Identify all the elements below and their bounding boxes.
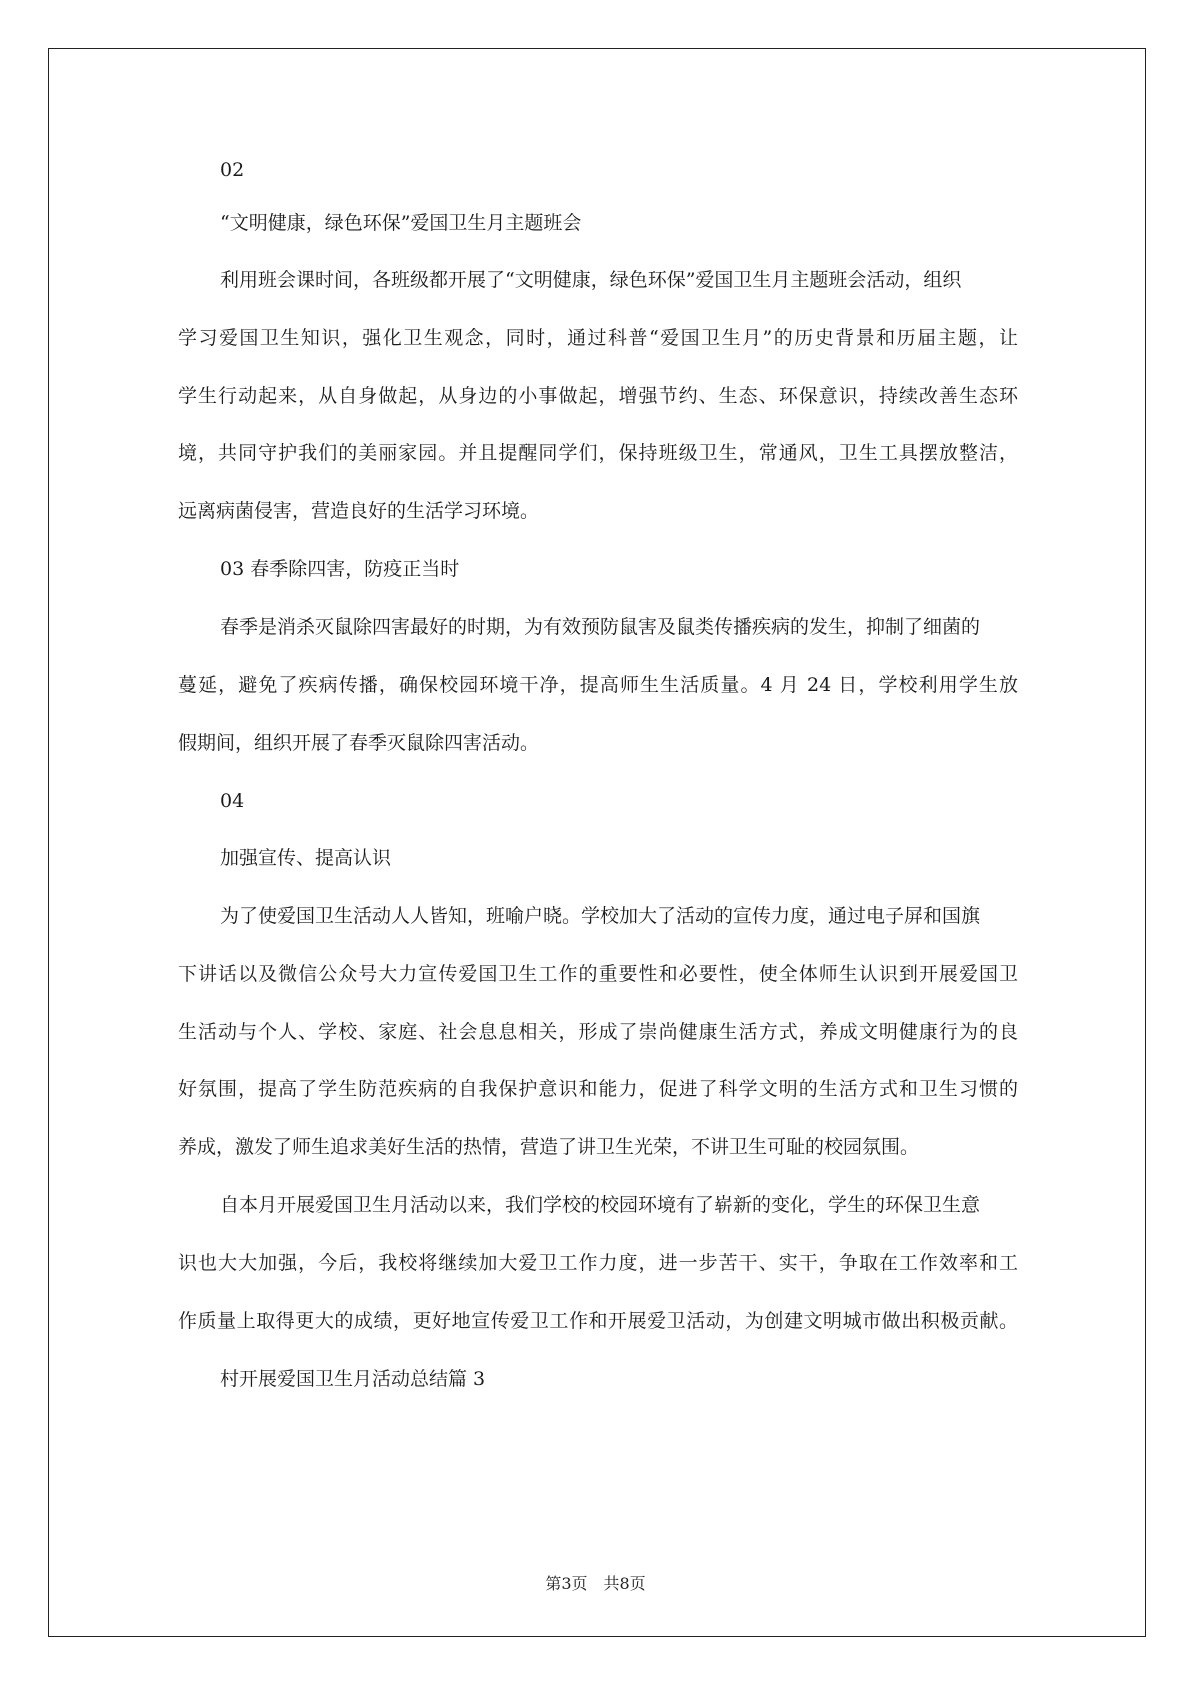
section-04-number: 04 <box>220 790 245 812</box>
page-total: 共8页 <box>603 1574 646 1593</box>
paragraph-line: 蔓延，避免了疾病传播，确保校园环境干净，提高师生生活质量。4 月 24 日，学校利用学生放 <box>178 674 1018 696</box>
paragraph-line: 利用班会课时间，各班级都开展了“文明健康，绿色环保”爱国卫生月主题班会活动，组织 <box>220 269 962 291</box>
paragraph-line: 学生行动起来，从自身做起，从身边的小事做起，增强节约、生态、环保意识，持续改善生态环 <box>178 385 1018 407</box>
paragraph-line: 养成，激发了师生追求美好生活的热情，营造了讲卫生光荣，不讲卫生可耻的校园氛围。 <box>178 1136 920 1158</box>
paragraph-line: 好氛围，提高了学生防范疾病的自我保护意识和能力，促进了科学文明的生活方式和卫生习惯的 <box>178 1078 1018 1100</box>
paragraph-line: 作质量上取得更大的成绩，更好地宣传爱卫工作和开展爱卫活动，为创建文明城市做出积极贡献。 <box>178 1310 1018 1332</box>
section-04-title: 加强宣传、提高认识 <box>220 847 392 869</box>
paragraph-line: 春季是消杀灭鼠除四害最好的时期，为有效预防鼠害及鼠类传播疾病的发生，抑制了细菌的 <box>220 616 981 638</box>
paragraph-line: 为了使爱国卫生活动人人皆知，班喻户晓。学校加大了活动的宣传力度，通过电子屏和国旗 <box>220 905 981 927</box>
page-number: 第3页 <box>545 1574 588 1593</box>
paragraph-line: 自本月开展爱国卫生月活动以来，我们学校的校园环境有了崭新的变化，学生的环保卫生意 <box>220 1194 981 1216</box>
paragraph-line: 境，共同守护我们的美丽家园。并且提醒同学们，保持班级卫生，常通风，卫生工具摆放整洁， <box>178 442 1018 464</box>
page-footer <box>0 1571 1191 1594</box>
section-02-title: “文明健康，绿色环保”爱国卫生月主题班会 <box>220 212 582 234</box>
next-section-title: 村开展爱国卫生月活动总结篇 3 <box>220 1368 486 1390</box>
paragraph-line: 生活动与个人、学校、家庭、社会息息相关，形成了崇尚健康生活方式，养成文明健康行为的良 <box>178 1021 1018 1043</box>
paragraph-line: 远离病菌侵害，营造良好的生活学习环境。 <box>178 500 540 522</box>
section-03-title: 03 春季除四害，防疫正当时 <box>220 558 460 580</box>
paragraph-line: 下讲话以及微信公众号大力宣传爱国卫生工作的重要性和必要性，使全体师生认识到开展爱国卫 <box>178 963 1018 985</box>
paragraph-line: 学习爱国卫生知识，强化卫生观念，同时，通过科普“爱国卫生月”的历史背景和历届主题，让 <box>178 327 1018 349</box>
paragraph-line: 识也大大加强，今后，我校将继续加大爱卫工作力度，进一步苦干、实干，争取在工作效率和工 <box>178 1252 1018 1274</box>
section-02-number: 02 <box>220 159 245 181</box>
paragraph-line: 假期间，组织开展了春季灭鼠除四害活动。 <box>178 732 540 754</box>
